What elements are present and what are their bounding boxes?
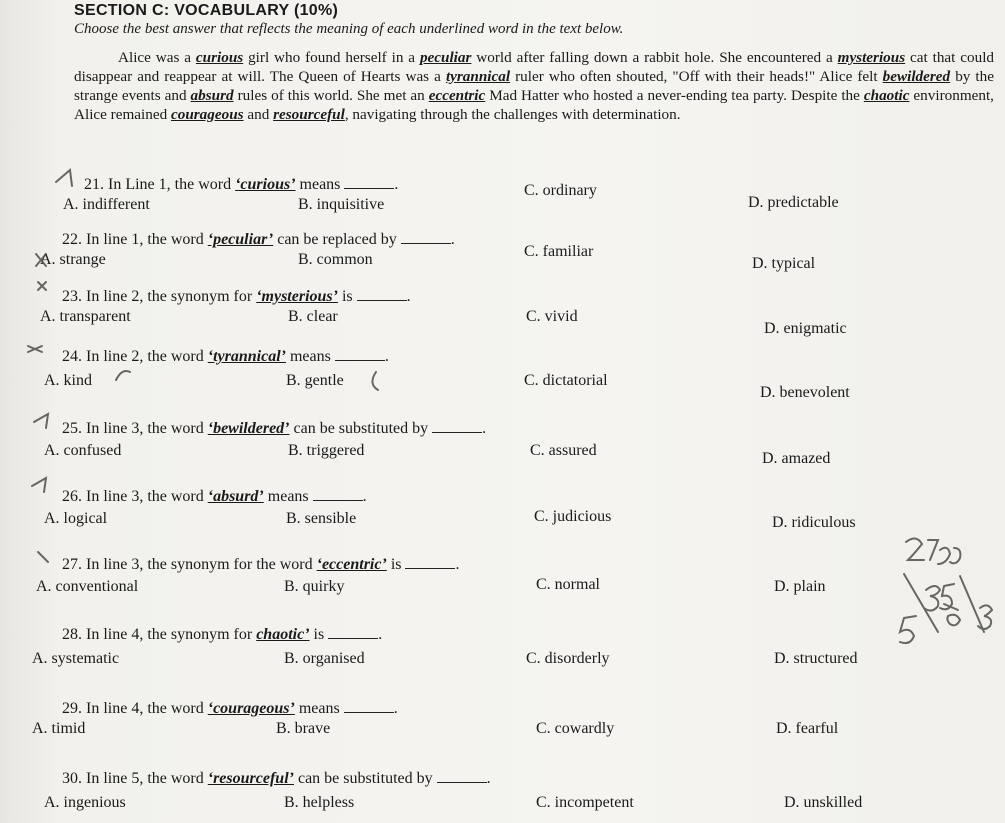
pencil-mark-number-10 [944,604,960,625]
target-word: chaotic’ [256,626,310,643]
option-c[interactable]: C. assured [530,442,597,459]
option-d[interactable]: D. plain [774,578,826,595]
question-stem: means [294,700,340,717]
stem-end: . [406,288,411,305]
passage-text: environment, Alice remained [74,87,994,123]
option-c[interactable]: C. incompetent [536,794,634,811]
underlined-word: tyrannical [445,68,511,85]
target-word: ‘courageous’ [207,700,295,717]
option-b[interactable]: B. helpless [284,794,355,811]
question-stem: means [285,348,331,365]
pencil-mark-24c [372,372,378,390]
stem-end: . [394,176,399,193]
target-word: ‘eccentric’ [316,556,387,573]
pencil-mark-number-5 [900,616,916,643]
option-c[interactable]: C. cowardly [536,720,615,737]
underlined-word: bewildered [882,68,951,85]
underlined-word: courageous [170,106,244,123]
option-a[interactable]: A. transparent [40,308,131,325]
option-d[interactable]: D. predictable [748,194,839,211]
option-d[interactable]: D. benevolent [760,384,850,401]
passage-text: rules of this world. She met an [233,87,429,104]
option-b[interactable]: B. gentle [286,372,344,389]
question-stem: is [309,626,325,643]
pencil-mark-number-3 [978,605,992,629]
option-c[interactable]: C. ordinary [524,182,597,199]
question-stem: can be substituted by [289,420,429,437]
stem-end: . [378,626,383,643]
passage-text: by the strange events and [74,68,994,104]
option-d[interactable]: D. enigmatic [764,320,847,337]
option-b[interactable]: B. quirky [284,578,345,595]
option-d[interactable]: D. unskilled [784,794,863,811]
underlined-word: absurd [190,87,234,104]
stem-end: . [384,348,389,365]
option-a[interactable]: A. kind [44,372,92,389]
passage-text: Mad Hatter who hosted a never-ending tea party. Despite the [485,87,864,104]
underlined-word: chaotic [863,87,910,104]
option-d[interactable]: D. fearful [776,720,839,737]
option-c[interactable]: C. dictatorial [524,372,608,389]
pencil-mark-22 [36,254,46,266]
option-d[interactable]: D. amazed [762,450,831,467]
option-c[interactable]: C. vivid [526,308,578,325]
stem-end: . [362,488,367,505]
target-word: ‘mysterious’ [256,288,338,305]
question-stem: 23. In line 2, the synonym for [62,288,257,305]
option-b[interactable]: B. brave [276,720,331,737]
stem-end: . [455,556,460,573]
pencil-mark-25 [34,414,48,428]
passage-text: cat that could disappear and reappear at will. The Queen of Hearts was a [74,49,995,85]
pencil-mark-21 [56,170,72,186]
question-stem: 22. In line 1, the word [62,231,208,248]
passage-text: and [243,106,274,123]
stem-end: . [393,700,398,717]
stem-end: . [450,231,455,248]
option-c[interactable]: C. disorderly [526,650,610,667]
target-word: ‘bewildered’ [207,420,290,437]
option-d[interactable]: D. typical [752,255,816,272]
pencil-mark-number-59 [938,548,960,564]
question-stem: 21. In Line 1, the word [84,176,236,193]
stem-end: . [486,770,491,787]
option-c[interactable]: C. judicious [534,508,612,525]
option-b[interactable]: B. sensible [286,510,357,527]
question-stem: 30. In line 5, the word [62,770,208,787]
option-b[interactable]: B. clear [288,308,338,325]
question-stem: is [386,556,402,573]
underlined-word: peculiar [419,49,472,66]
option-b[interactable]: B. inquisitive [298,196,385,213]
question-stem: 28. In line 4, the synonym for [62,626,257,643]
question-stem: 26. In line 3, the word [62,488,208,505]
pencil-mark-23 [38,282,46,290]
option-b[interactable]: B. common [298,251,373,268]
section-title: SECTION C: VOCABULARY (10%) [74,2,339,19]
option-d[interactable]: D. ridiculous [772,514,856,531]
target-word: ‘curious’ [235,176,296,193]
question-stem: 27. In line 3, the synonym for the word [62,556,317,573]
pencil-mark-slash-2 [960,576,984,632]
underlined-word: resourceful [273,106,345,123]
option-a[interactable]: A. confused [44,442,122,459]
pencil-mark-26 [32,478,46,492]
question-stem: means [295,176,341,193]
underlined-word: mysterious [837,49,906,66]
instruction: Choose the best answer that reflects the meaning of each underlined word in the text below. [74,21,624,37]
question-stem: can be substituted by [293,770,433,787]
target-word: ‘absurd’ [207,488,264,505]
option-c[interactable]: C. normal [536,576,600,593]
pencil-mark-24b [116,371,130,380]
target-word: ‘resourceful’ [207,770,294,787]
option-a[interactable]: A. indifferent [63,196,150,213]
option-a[interactable]: A. ingenious [44,794,126,811]
passage-text: Alice was a [118,49,196,66]
question-stem: 24. In line 2, the word [62,348,208,365]
pencil-mark-slash [904,574,938,632]
option-b[interactable]: B. triggered [288,442,365,459]
pencil-mark-number-27 [906,538,938,560]
underlined-word: curious [195,49,244,66]
underlined-word: eccentric [428,87,486,104]
option-a[interactable]: A. systematic [32,650,120,667]
option-d[interactable]: D. structured [774,650,858,667]
option-b[interactable]: B. organised [284,650,365,667]
question-stem: 25. In line 3, the word [62,420,208,437]
passage-text: girl who found herself in a [243,49,420,66]
target-word: ‘peculiar’ [207,231,274,248]
pencil-mark-27 [38,552,48,562]
option-a[interactable]: A. logical [44,510,108,527]
option-c[interactable]: C. familiar [524,243,594,260]
question-stem: means [263,488,309,505]
passage-text: , navigating through the challenges with determination. [344,106,681,123]
option-a[interactable]: A. timid [32,720,86,737]
question-stem: is [337,288,353,305]
question-stem: 29. In line 4, the word [62,700,208,717]
passage-text: ruler who often shouted, "Off with their heads!" Alice felt [510,68,883,85]
option-a[interactable]: A. strange [40,251,106,268]
target-word: ‘tyrannical’ [207,348,286,365]
stem-end: . [482,420,487,437]
question-stem: can be replaced by [273,231,397,248]
passage-text: world after falling down a rabbit hole. She encountered a [471,49,838,66]
option-a[interactable]: A. conventional [36,578,139,595]
pencil-mark-24 [28,346,42,352]
